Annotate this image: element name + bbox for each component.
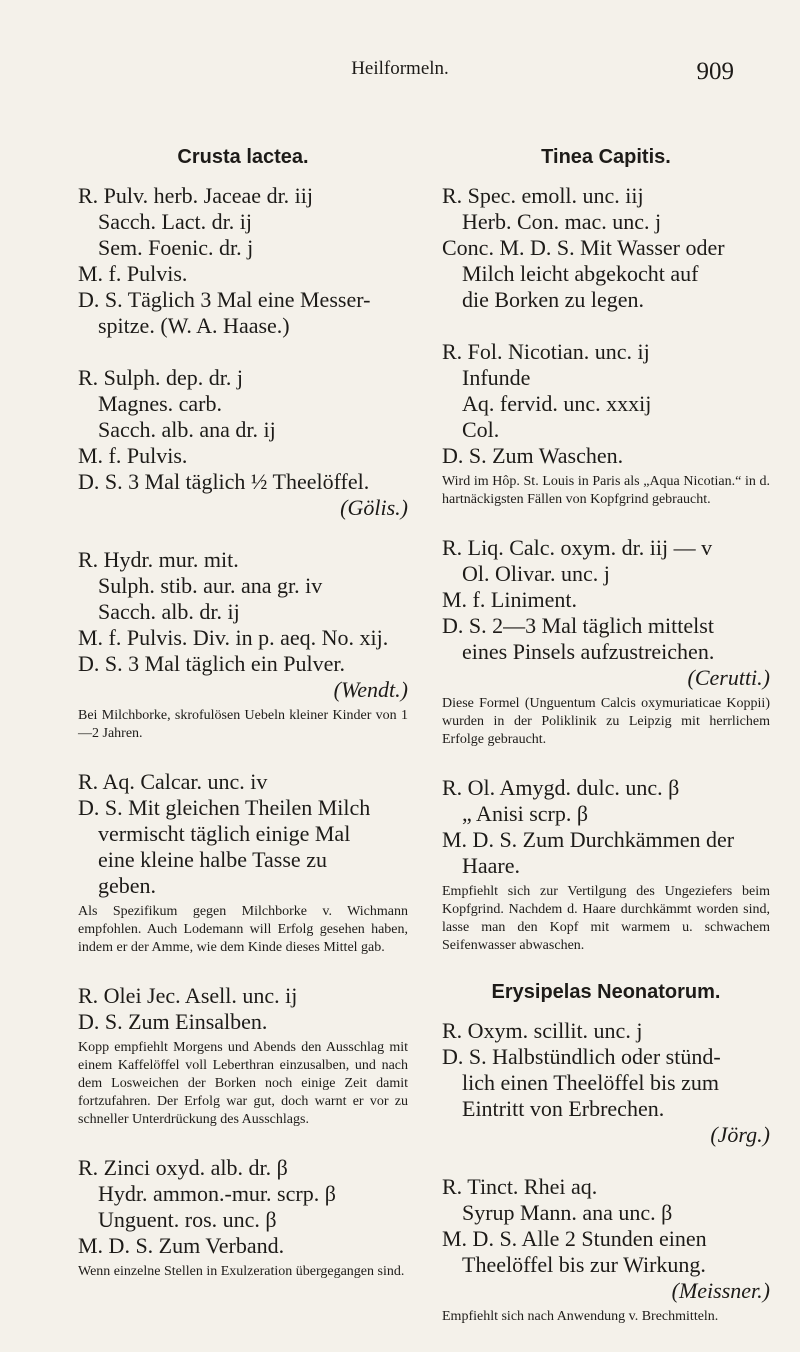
recipe-line: Syrup Mann. ana unc. β: [462, 1200, 673, 1225]
recipe-line: Sacch. alb. ana dr. ij: [98, 417, 276, 442]
recipe-line: M. f. Liniment.: [442, 587, 578, 612]
recipe: [442, 183, 770, 313]
recipe: [78, 769, 408, 957]
recipe-line: Theelöffel bis zur Wirkung.: [462, 1252, 706, 1277]
recipe-line: Herb. Con. mac. unc. j: [462, 209, 662, 234]
recipe-line: D. S. Halbstündlich oder stünd-: [442, 1044, 721, 1069]
recipe-line: Magnes. carb.: [98, 391, 223, 416]
recipe-line: R. Hydr. mur. mit.: [78, 547, 239, 572]
recipe-line: Sacch. alb. dr. ij: [98, 599, 240, 624]
recipe-note: Empfiehlt sich nach Anwendung v. Brechmitteln.: [442, 1309, 719, 1324]
recipe: [78, 365, 408, 521]
recipe: [78, 983, 408, 1129]
recipe-line: Sacch. Lact. dr. ij: [98, 209, 252, 234]
recipe-line: Sem. Foenic. dr. j: [98, 235, 254, 260]
section-heading: Tinea Capitis.: [541, 146, 671, 168]
recipe-line: Haare.: [462, 853, 521, 878]
recipe-line: eine kleine halbe Tasse zu: [98, 847, 327, 872]
recipe-line: lich einen Theelöffel bis zum: [462, 1070, 719, 1095]
recipe-line: Hydr. ammon.-mur. scrp. β: [98, 1181, 336, 1206]
recipe: [78, 1155, 408, 1281]
recipe-note: Als Spezifikum gegen Milchborke v. Wichmann empfohlen. Auch Lodemann will Erfolg gesehen haben, indem er der Amme, wie dem Kinde dieses Mittel gab.: [78, 904, 408, 955]
recipe-line: vermischt täglich einige Mal: [98, 821, 351, 846]
recipe-line: M. f. Pulvis.: [78, 443, 188, 468]
recipe-line: M. f. Pulvis. Div. in p. aeq. No. xij.: [78, 625, 389, 650]
recipe-line: die Borken zu legen.: [462, 287, 645, 312]
recipe-line: „ Anisi scrp. β: [462, 801, 589, 826]
recipe-line: D. S. Mit gleichen Theilen Milch: [78, 795, 371, 820]
right-column: [442, 146, 770, 1352]
running-title: Heilformeln.: [351, 58, 449, 79]
recipe-note: Bei Milchborke, skrofulösen Uebeln kleiner Kinder von 1—2 Jahren.: [78, 708, 408, 741]
recipe-line: M. f. Pulvis.: [78, 261, 188, 286]
recipe: [78, 183, 408, 339]
recipe-line: geben.: [98, 873, 157, 898]
recipe: [442, 535, 770, 749]
recipe-line: spitze. (W. A. Haase.): [98, 313, 290, 338]
recipe-line: Ol. Olivar. unc. j: [462, 561, 610, 586]
recipe-line: (Meissner.): [671, 1278, 770, 1303]
recipe-line: M. D. S. Zum Durchkämmen der: [442, 827, 735, 852]
running-head: [0, 58, 800, 98]
recipe-line: R. Spec. emoll. unc. iij: [442, 183, 644, 208]
recipe-line: R. Aq. Calcar. unc. iv: [78, 769, 268, 794]
recipe-line: Eintritt von Erbrechen.: [462, 1096, 665, 1121]
recipe-line: D. S. 3 Mal täglich ein Pulver.: [78, 651, 346, 676]
recipe-line: R. Tinct. Rhei aq.: [442, 1174, 598, 1199]
recipe-line: D. S. 3 Mal täglich ½ Theelöffel.: [78, 469, 370, 494]
recipe: [78, 547, 408, 743]
recipe-line: R. Oxym. scillit. unc. j: [442, 1018, 643, 1043]
section-heading: Crusta lactea.: [177, 146, 309, 168]
section-heading: Erysipelas Neonatorum.: [491, 981, 721, 1003]
recipe-line: R. Olei Jec. Asell. unc. ij: [78, 983, 298, 1008]
recipe-line: Unguent. ros. unc. β: [98, 1207, 277, 1232]
recipe-line: Conc. M. D. S. Mit Wasser oder: [442, 235, 725, 260]
recipe-note: Wird im Hôp. St. Louis in Paris als „Aqua Nicotian.“ in d. hartnäckigsten Fällen von Kopfgrind gebraucht.: [442, 474, 770, 507]
recipe-note: Wenn einzelne Stellen in Exulzeration übergegangen sind.: [78, 1264, 405, 1279]
recipe-note: Kopp empfiehlt Morgens und Abends den Ausschlag mit einem Kaffelöffel voll Leberthran einzusalben, und nach dem Losweichen der Borken noch einige Zeit damit fortzufahren. Der Erfolg war gut, doch warnt er vor zu schneller Unterdrückung des Ausschlags.: [78, 1040, 408, 1127]
recipe: [442, 1018, 770, 1148]
recipe-line: R. Liq. Calc. oxym. dr. iij — v: [442, 535, 713, 560]
recipe: [442, 1174, 770, 1326]
recipe-line: D. S. Täglich 3 Mal eine Messer-: [78, 287, 371, 312]
recipe-line: Aq. fervid. unc. xxxij: [462, 391, 652, 416]
recipe-line: Sulph. stib. aur. ana gr. iv: [98, 573, 323, 598]
recipe-note: Diese Formel (Unguentum Calcis oxymuriaticae Koppii) wurden in der Poliklinik zu Leipzig mit herrlichem Erfolge gebraucht.: [442, 696, 770, 747]
recipe-line: M. D. S. Zum Verband.: [78, 1233, 285, 1258]
recipe-line: R. Pulv. herb. Jaceae dr. iij: [78, 183, 314, 208]
recipe-line: R. Fol. Nicotian. unc. ij: [442, 339, 650, 364]
recipe-line: R. Zinci oxyd. alb. dr. β: [78, 1155, 288, 1180]
recipe-line: D. S. 2—3 Mal täglich mittelst: [442, 613, 714, 638]
recipe-line: Col.: [462, 417, 500, 442]
recipe-line: M. D. S. Alle 2 Stunden einen: [442, 1226, 707, 1251]
recipe-note: Empfiehlt sich zur Vertilgung des Ungeziefers beim Kopfgrind. Nachdem d. Haare durchkämmt worden sind, lasse man den Kopf mit warmem u. schwachem Seifenwasser abwaschen.: [442, 884, 770, 953]
recipe-line: D. S. Zum Waschen.: [442, 443, 624, 468]
recipe-line: (Wendt.): [333, 677, 408, 702]
recipe-line: (Cerutti.): [687, 665, 770, 690]
recipe-line: R. Sulph. dep. dr. j: [78, 365, 244, 390]
recipe-line: (Jörg.): [710, 1122, 770, 1147]
recipe-line: Infunde: [462, 365, 531, 390]
left-column: [78, 146, 408, 1307]
recipe: [442, 339, 770, 509]
recipe-line: Milch leicht abgekocht auf: [462, 261, 699, 286]
page-number: 909: [696, 58, 734, 85]
recipe-line: R. Ol. Amygd. dulc. unc. β: [442, 775, 680, 800]
recipe-line: eines Pinsels aufzustreichen.: [462, 639, 715, 664]
recipe-line: D. S. Zum Einsalben.: [78, 1009, 268, 1034]
recipe-line: (Gölis.): [340, 495, 408, 520]
recipe: [442, 775, 770, 955]
